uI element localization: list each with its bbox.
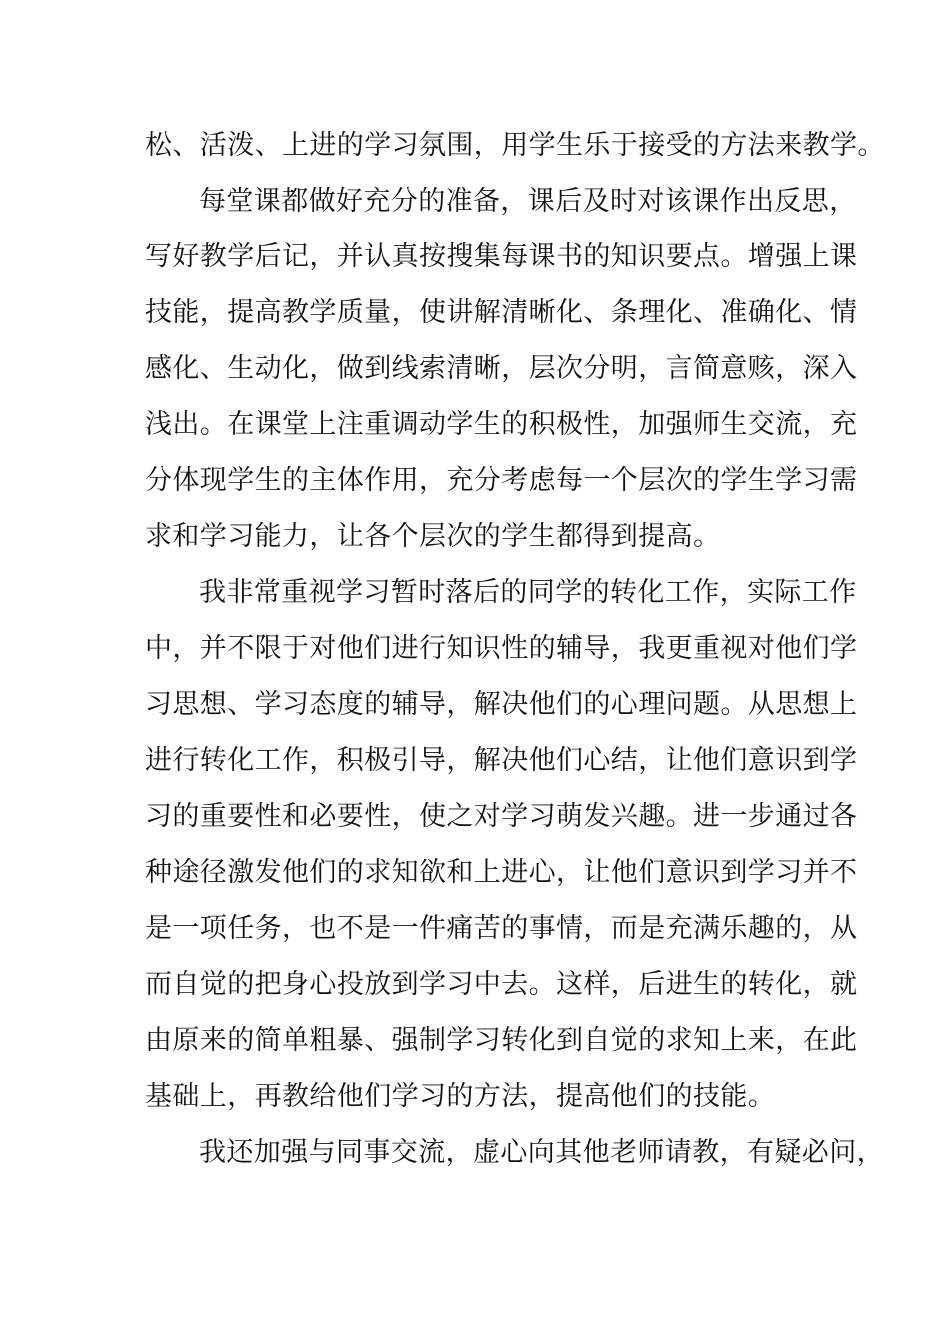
text-line: 感化、生动化，做到线索清晰，层次分明，言简意赅，深入: [145, 353, 858, 384]
text-line: 我非常重视学习暂时落后的同学的转化工作，实际工作: [199, 577, 857, 608]
text-line: 松、活泼、上进的学习氛围，用学生乐于接受的方法来教学。: [145, 130, 885, 161]
text-line: 进行转化工作，积极引导，解决他们心结，让他们意识到学: [145, 745, 858, 776]
text-line: 我还加强与同事交流，虚心向其他老师请教，有疑必问，: [199, 1137, 884, 1168]
text-line: 习思想、学习态度的辅导，解决他们的心理问题。从思想上: [145, 689, 858, 720]
text-line: 由原来的简单粗暴、强制学习转化到自觉的求知上来，在此: [145, 1025, 858, 1056]
text-line: 习的重要性和必要性，使之对学习萌发兴趣。进一步通过各: [145, 801, 858, 832]
text-line: 写好教学后记，并认真按搜集每课书的知识要点。增强上课: [145, 241, 858, 272]
text-line: 分体现学生的主体作用，充分考虑每一个层次的学生学习需: [145, 465, 858, 496]
text-line: 而自觉的把身心投放到学习中去。这样，后进生的转化，就: [145, 969, 858, 1000]
text-line: 每堂课都做好充分的准备，课后及时对该课作出反思，: [199, 186, 857, 217]
text-line: 技能，提高教学质量，使讲解清晰化、条理化、准确化、情: [145, 297, 858, 328]
text-line: 求和学习能力，让各个层次的学生都得到提高。: [145, 521, 721, 552]
text-line: 种途径激发他们的求知欲和上进心，让他们意识到学习并不: [145, 857, 858, 888]
text-line: 基础上，再教给他们学习的方法，提高他们的技能。: [145, 1081, 776, 1112]
text-line: 中，并不限于对他们进行知识性的辅导，我更重视对他们学: [145, 633, 858, 664]
text-line: 是一项任务，也不是一件痛苦的事情，而是充满乐趣的，从: [145, 913, 858, 944]
text-line: 浅出。在课堂上注重调动学生的积极性，加强师生交流，充: [145, 409, 858, 440]
